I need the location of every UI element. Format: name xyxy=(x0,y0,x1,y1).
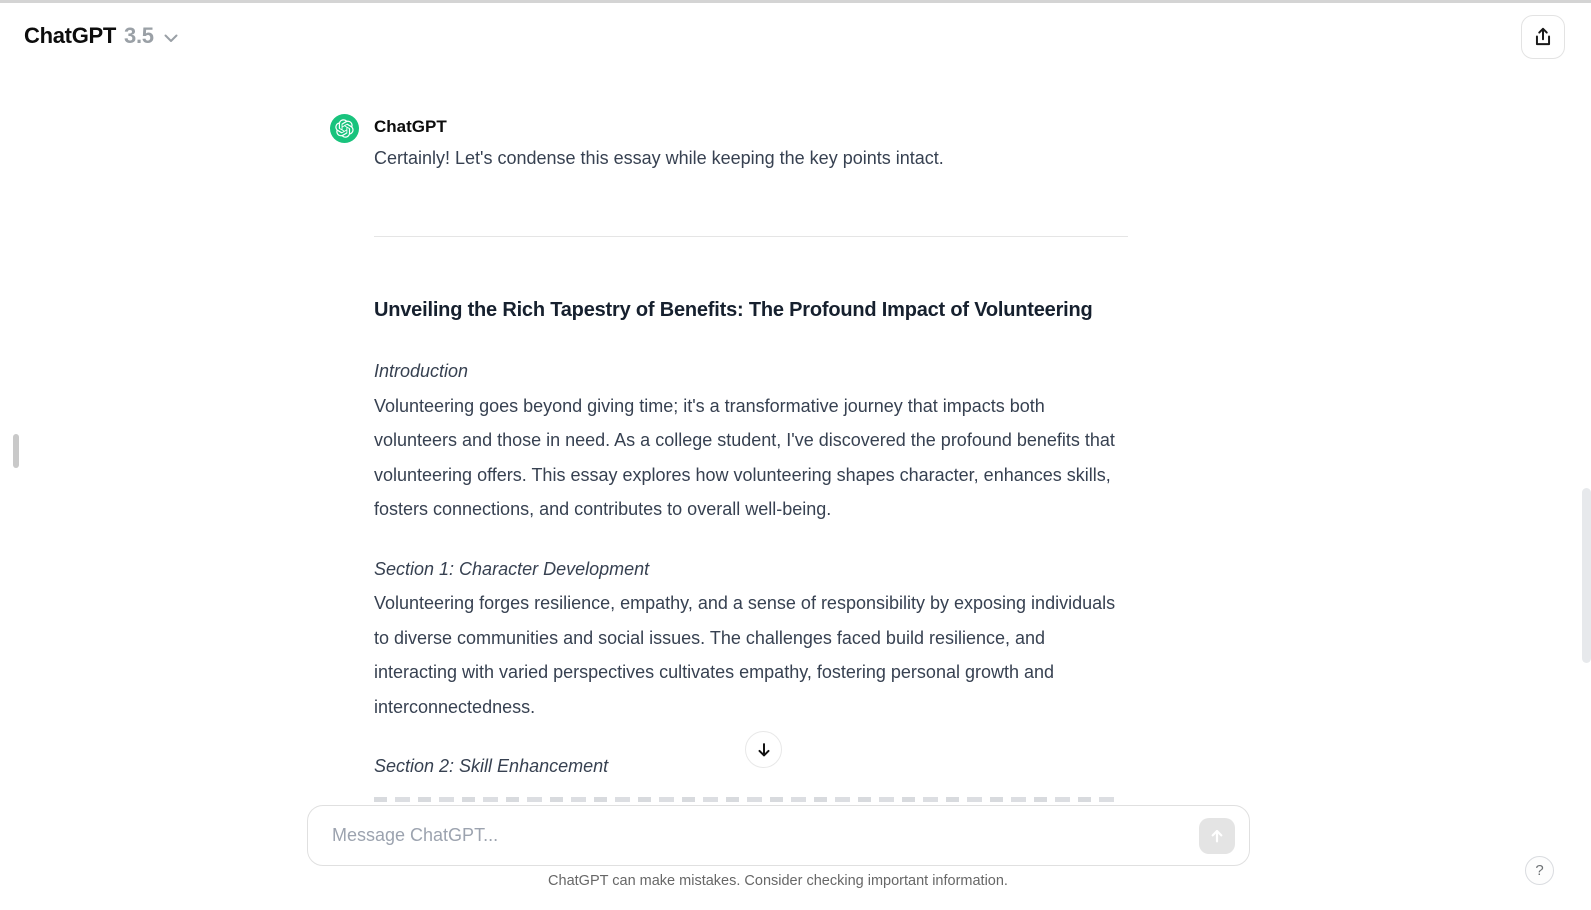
chevron-down-icon xyxy=(164,34,178,43)
arrow-down-icon xyxy=(755,741,773,759)
arrow-up-icon xyxy=(1208,827,1226,845)
disclaimer-text: ChatGPT can make mistakes. Consider checking important information. xyxy=(548,873,1008,889)
essay-body xyxy=(374,354,1126,784)
avatar xyxy=(330,114,359,143)
model-selector[interactable] xyxy=(24,21,178,51)
section-paragraph: Volunteering forges resilience, empathy, and a sense of responsibility by exposing individuals to diverse communities and social issues. The challenges faced build resilience, and interacting with varied perspectives cultivates empathy, fostering personal growth and interconnectedness. xyxy=(374,593,1116,717)
share-button[interactable] xyxy=(1521,15,1565,59)
share-upload-icon xyxy=(1532,26,1554,48)
clipped-text-line xyxy=(374,797,1118,802)
assistant-intro-text: Certainly! Let's condense this essay while keeping the key points intact. xyxy=(374,148,944,168)
composer xyxy=(307,805,1250,866)
essay-title: Unveiling the Rich Tapestry of Benefits: The Profound Impact of Volunteering xyxy=(374,299,1093,321)
section-paragraph: Volunteering goes beyond giving time; it's a transformative journey that impacts both volunteers and those in need. As a college student, I've discovered the profound benefits that volunteering offers. This essay explores how volunteering shapes character, enhances skills, fosters connections, and contributes to overall well-being. xyxy=(374,395,1115,519)
message-divider xyxy=(374,236,1128,237)
section-heading-character-development: Section 1: Character Development xyxy=(374,558,650,579)
sidebar-toggle-handle[interactable] xyxy=(13,434,19,468)
app-title: ChatGPT xyxy=(24,23,117,48)
openai-logo-icon xyxy=(335,119,354,138)
send-button[interactable] xyxy=(1199,818,1235,854)
help-button[interactable] xyxy=(1525,856,1554,885)
section-heading-skill-enhancement: Section 2: Skill Enhancement xyxy=(374,756,609,776)
message-input[interactable] xyxy=(308,806,1249,865)
window-top-edge xyxy=(0,0,1591,3)
scrollbar-thumb[interactable] xyxy=(1582,488,1591,663)
assistant-name: ChatGPT xyxy=(374,117,447,136)
model-version: 3.5 xyxy=(124,23,154,48)
scroll-to-bottom-button[interactable] xyxy=(745,731,782,768)
question-mark-icon: ? xyxy=(1535,862,1544,879)
section-heading-introduction: Introduction xyxy=(374,361,469,381)
